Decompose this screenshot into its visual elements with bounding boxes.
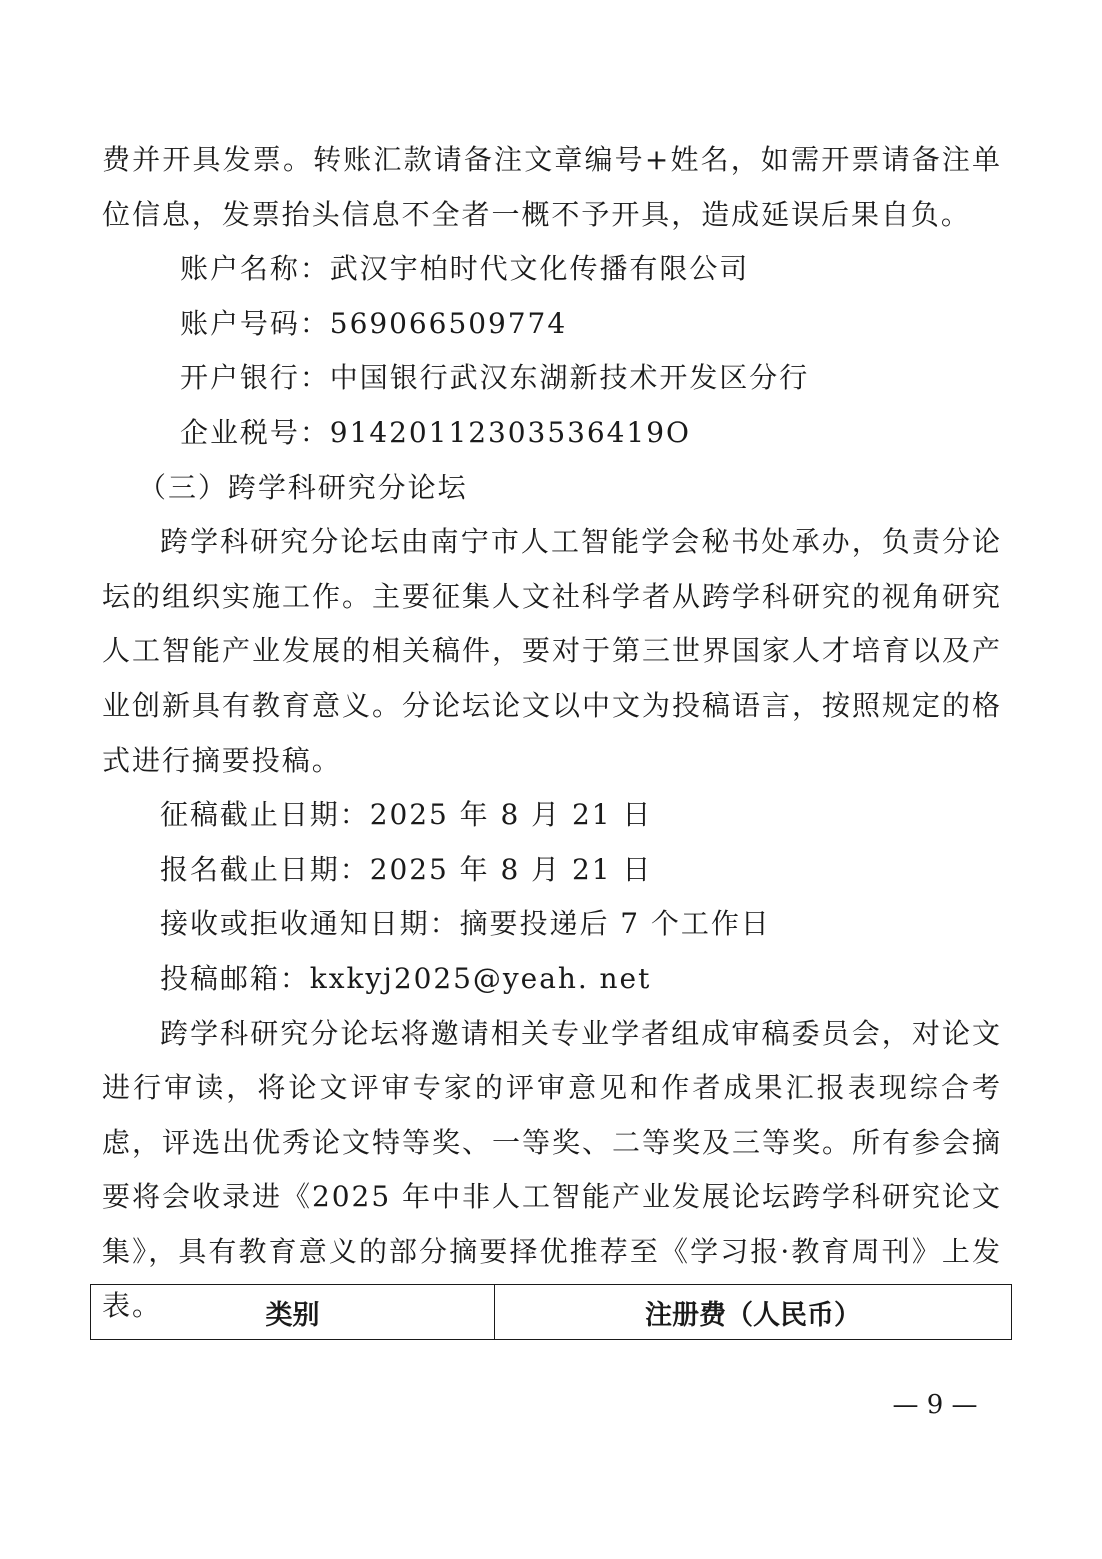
- account-name-line: 账户名称：武汉宇柏时代文化传播有限公司: [180, 252, 750, 286]
- section-heading: （三）跨学科研究分论坛: [138, 470, 468, 504]
- section-description: 跨学科研究分论坛由南宁市人工智能学会秘书处承办，负责分论坛的组织实施工作。主要征集人文社科学者从跨学科研究的视角研究人工智能产业发展的相关稿件，要对于第三世界国家人才培育以及产业创新具有教育意义。分论坛论文以中文为投稿语言，按照规定的格式进行摘要投稿。: [102, 525, 1002, 777]
- bank-line: 开户银行：中国银行武汉东湖新技术开发区分行: [180, 361, 810, 395]
- table-header-fee: 注册费（人民币）: [495, 1285, 1012, 1340]
- table-header-row: [91, 1285, 1012, 1340]
- registration-fee-table: [90, 1284, 1012, 1340]
- review-description: 跨学科研究分论坛将邀请相关专业学者组成审稿委员会，对论文进行审读，将论文评审专家的评审意见和作者成果汇报表现综合考虑，评选出优秀论文特等奖、一等奖、二等奖及三等奖。所有参会摘要将会收录进《2025 年中非人工智能产业发展论坛跨学科研究论文集》，具有教育意义的部分摘要择优推荐至《学习报·教育周刊》上发表。: [102, 1016, 1002, 1323]
- submission-email: 投稿邮箱：kxkyj2025@yeah. net: [160, 961, 652, 995]
- submission-deadline: 征稿截止日期：2025 年 8 月 21 日: [160, 798, 653, 832]
- registration-deadline: 报名截止日期：2025 年 8 月 21 日: [160, 852, 653, 886]
- account-number-line: 账户号码：569066509774: [180, 306, 568, 340]
- document-body: [102, 133, 1002, 1334]
- table-header-category: 类别: [91, 1285, 495, 1340]
- notification-date: 接收或拒收通知日期：摘要投递后 7 个工作日: [160, 907, 771, 941]
- invoice-paragraph: 费并开具发票。转账汇款请备注文章编号+姓名，如需开票请备注单位信息，发票抬头信息不全者一概不予开具，造成延误后果自负。: [102, 143, 1002, 231]
- page-number: — 9 —: [892, 1390, 978, 1420]
- tax-id-line: 企业税号：91420112303536419O: [180, 415, 691, 449]
